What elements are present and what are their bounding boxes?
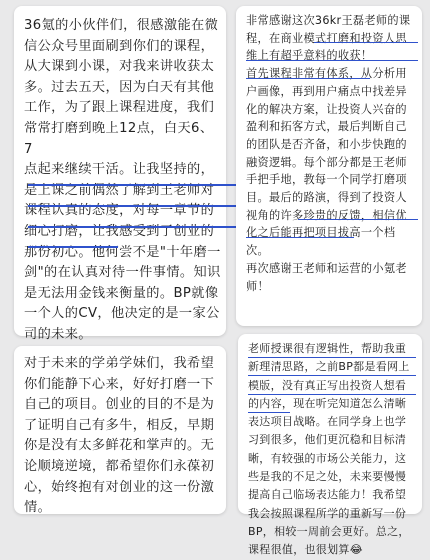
highlight-underline: [246, 61, 370, 79]
highlight-underline: [28, 185, 236, 207]
testimonial-text-2: 对于未来的学弟学妹们，我希望 你们能静下心来，好好打磨一下 自己的项目。创业的目的不是为 了证明自己有多牛，相反，早期 你是没有太多鲜花和掌声的。无 论顺境逆境，都希望你们永葆初 心，始终抱有对创业的这一份激 情。: [24, 356, 215, 516]
testimonial-card-3: [236, 6, 422, 326]
highlight-underline: [246, 43, 418, 61]
testimonial-text-3: 非常感谢这次36kr王磊老师的课 程，在商业模式打磨和投资人思 维上有超乎意料的收获！ 首先课程非常有体系，从分析用 户画像，再到用户痛点中找差异 化的解决方案，让投资人兴奋的 盈利和拓客方式，最后判断自己 的团队是否齐备，和小步快跑的 融资逻辑。每个部分都是王老师 手把手地，教每一个同学打磨项 目。最后的路演，得到了投资人 视角的许多珍贵的反馈，相信优 化之后能再把项目拔高一个档 次。 再次感谢王老师和运营的小氪老 师！: [246, 14, 411, 293]
highlight-underline: [248, 395, 290, 413]
testimonial-card-2: [14, 346, 226, 514]
testimonial-text-4: 老师授课很有逻辑性，帮助我重 新理清思路，之前BP都是看网上 模版，没有真正写出投资人想看 的内容，现在听完知道怎么清晰 表达项目战略。在同学身上也学 习到很多，他们更沉稳和目标清 晰，有较强的市场公关能力，这 些是我的不足之处，未来要慢慢 提高自己临场表达能力！我希望 我会按照课程所学的重新写一份 BP，相较一周前会更好。总之， 课程很值，也很划算😂: [248, 342, 410, 557]
highlight-underline: [28, 226, 118, 248]
testimonial-card-1: [14, 6, 226, 342]
highlight-underline: [248, 358, 416, 376]
highlight-underline: [314, 25, 418, 43]
highlight-underline: [248, 377, 416, 395]
highlight-underline: [28, 164, 236, 186]
highlight-underline: [248, 340, 416, 358]
highlight-underline: [28, 206, 236, 228]
highlight-underline: [246, 220, 354, 238]
testimonial-text-1: 36氪的小伙伴们，很感激能在微 信公众号里面刷到你们的课程， 从大课到小课，对我来讲收获太 多。过去五天，因为白天有其他 工作，为了跟上课程进度，我们 常常打磨到晚上12点，白天6、7 点起来继续干活。让我坚持的， 是上课之前偶然了解到王老师对 课程认真的态度，对每一章节的 细心打磨，让我感受到了创业的 那份初心。他何尝不是"十年磨一 剑"的在认真对待一件事情。知识 是无法用金钱来衡量的。BP就像 一个人的CV，他决定的是一家公 司的未来。: [24, 18, 221, 342]
testimonial-card-4: [238, 334, 422, 557]
highlight-underline: [298, 202, 418, 220]
